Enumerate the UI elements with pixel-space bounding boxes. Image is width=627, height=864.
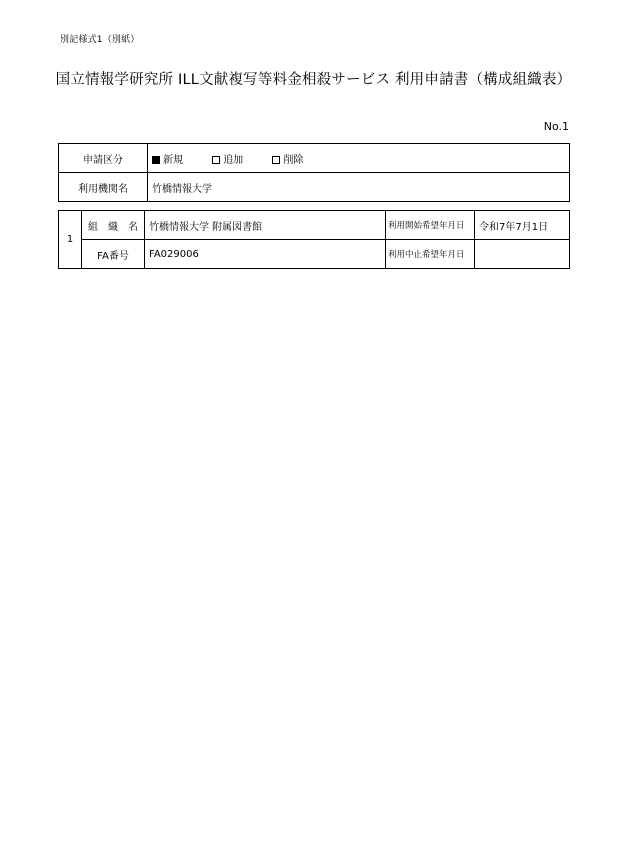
checkbox-new-icon[interactable] [152,156,160,164]
start-date-value: 令和7年7月1日 [475,211,570,240]
checkbox-add-icon[interactable] [212,156,220,164]
member-org-label: 組 織 名 [82,211,145,240]
document-title: 国立情報学研究所 ILL文献複写等料金相殺サービス 利用申請書（構成組織表） [55,72,572,88]
stop-date-value [475,240,570,269]
application-type-label: 申請区分 [59,144,148,173]
option-add-label: 追加 [223,154,244,166]
fa-number-label: FA番号 [82,240,145,269]
application-type-row [59,144,570,173]
option-delete-label: 削除 [283,154,304,166]
organization-label: 利用機関名 [59,173,148,202]
checkbox-delete-icon[interactable] [272,156,280,164]
page-label: 別記様式1（別紙） [60,35,140,45]
member-row-1b [59,240,570,269]
application-type-options [148,144,570,173]
option-delete[interactable] [272,151,303,166]
page-number: No.1 [543,120,569,133]
member-org-value: 竹橋情報大学 附属図書館 [145,211,386,240]
option-new[interactable] [152,151,183,166]
option-new-label: 新規 [163,154,183,166]
member-table [58,210,570,269]
start-date-label: 利用開始希望年月日 [386,211,475,240]
stop-date-label: 利用中止希望年月日 [386,240,475,269]
application-table [58,143,570,202]
organization-row [59,173,570,202]
member-number: 1 [59,211,82,269]
fa-number-value: FA029006 [145,240,386,269]
organization-value: 竹橋情報大学 [148,173,570,202]
option-add[interactable] [212,151,243,166]
member-row-1a [59,211,570,240]
